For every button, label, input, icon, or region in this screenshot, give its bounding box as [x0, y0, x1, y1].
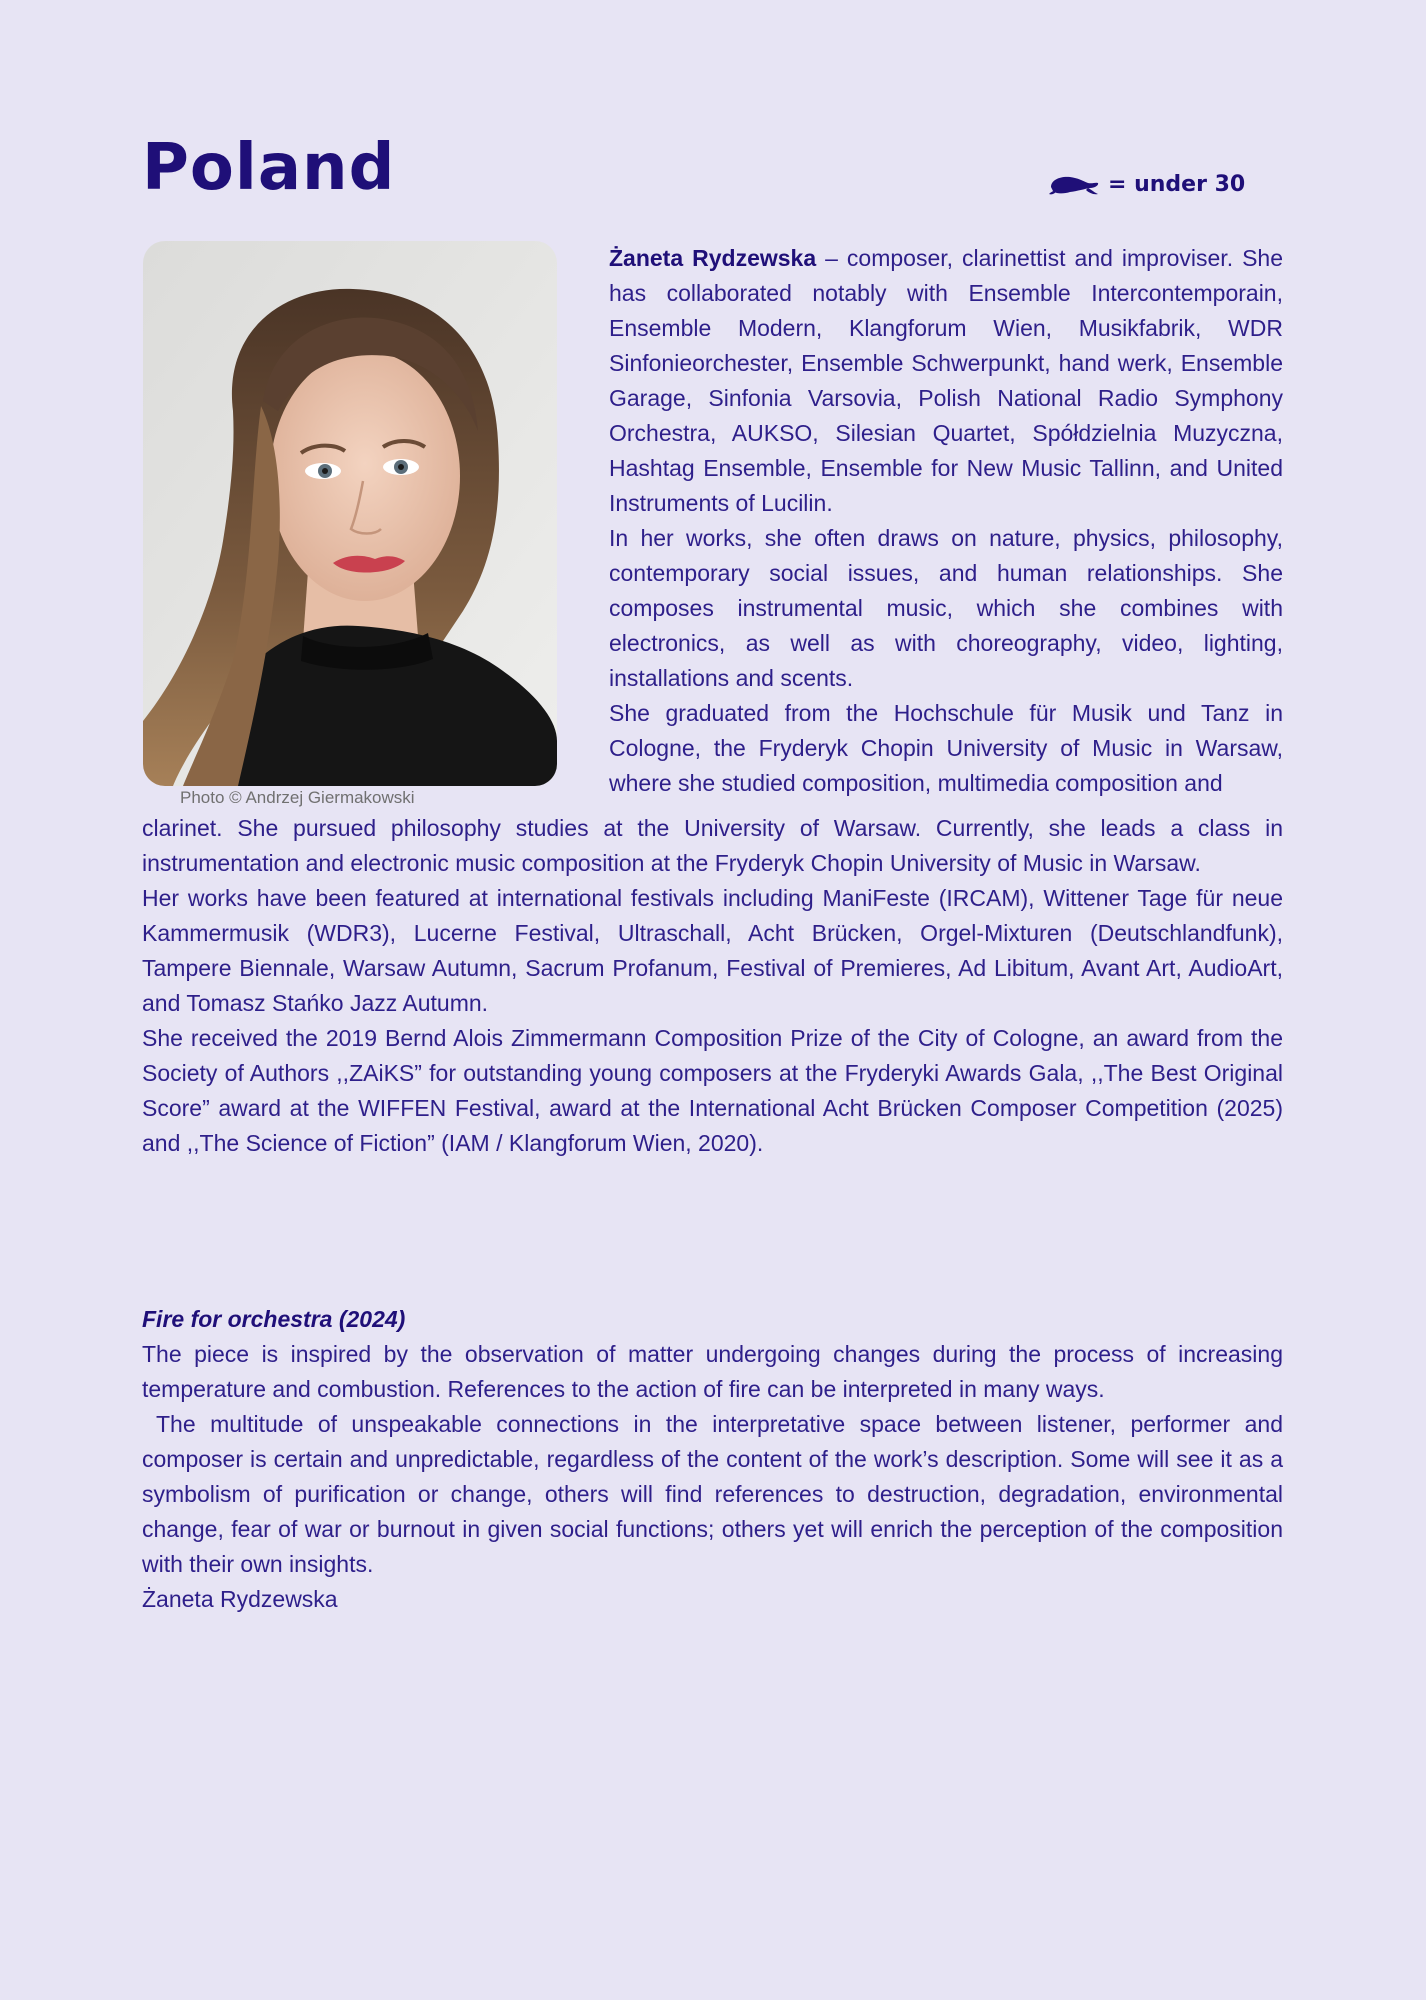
- bio-paragraph-3-end: clarinet. She pursued philosophy studies at the University of Warsaw. Currently, she leads a class in instrumentation and electronic music composition at the Fryderyk Chopin University of Music in Warsaw.: [142, 815, 1283, 876]
- bio-column-full: [142, 811, 1283, 1161]
- bio-paragraph-1: [609, 241, 1283, 521]
- composer-name: Żaneta Rydzewska: [609, 245, 817, 271]
- piece-section: [142, 1302, 1283, 1617]
- portrait-photo: [143, 241, 557, 786]
- piece-signature: Żaneta Rydzewska: [142, 1586, 338, 1612]
- bio-column-right: [609, 241, 1283, 801]
- bio-paragraph-3-start: She graduated from the Hochschule für Musik und Tanz in Cologne, the Fryderyk Chopin University of Music in Warsaw, where she studied composition, multimedia composition and: [609, 700, 1283, 796]
- page-title: Poland: [142, 131, 396, 205]
- piece-paragraph-2: The multitude of unspeakable connections in the interpretative space between listener, performer and composer is certain and unpredictable, regardless of the content of the work’s description. Some will see it as a symbolism of purification or change, others will find references to destruction, degradation, environmental change, fear of war or burnout in given social functions; others yet will enrich the perception of the composition with their own insights.: [142, 1411, 1283, 1577]
- seal-icon: [1048, 174, 1100, 196]
- bio-paragraph-5: She received the 2019 Bernd Alois Zimmermann Composition Prize of the City of Cologne, an award from the Society of Authors ,,ZAiKS” for outstanding young composers at the Fryderyki Awards Gala, ,,The Best Original Score” award at the WIFFEN Festival, award at the International Acht Brücken Composer Competition (2025) and ,,The Science of Fiction” (IAM / Klangforum Wien, 2020).: [142, 1025, 1283, 1156]
- bio-paragraph-2: In her works, she often draws on nature, physics, philosophy, contemporary social issues, and human relationships. She composes instrumental music, which she combines with electronics, as well as with choreography, video, lighting, installations and scents.: [609, 525, 1283, 691]
- under-30-legend: [1048, 172, 1245, 197]
- photo-credit: Photo © Andrzej Giermakowski: [180, 788, 415, 807]
- bio-intro: – composer, clarinettist and improviser. She has collaborated notably with Ensemble Intercontemporain, Ensemble Modern, Klangforum Wien, Musikfabrik, WDR Sinfonieorchester, Ensemble Schwerpunkt, hand werk, Ensemble Garage, Sinfonia Varsovia, Polish National Radio Symphony Orchestra, AUKSO, Silesian Quartet, Spółdzielnia Muzyczna, Hashtag Ensemble, Ensemble for New Music Tallinn, and United Instruments of Lucilin.: [609, 245, 1284, 516]
- legend-text: = under 30: [1108, 172, 1246, 197]
- piece-paragraph-1: The piece is inspired by the observation of matter undergoing changes during the process of increasing temperature and combustion. References to the action of fire can be interpreted in many ways.: [142, 1341, 1283, 1402]
- bio-paragraph-4: Her works have been featured at international festivals including ManiFeste (IRCAM), Wittener Tage für neue Kammermusik (WDR3), Lucerne Festival, Ultraschall, Acht Brücken, Orgel-Mixturen (Deutschlandfunk), Tampere Biennale, Warsaw Autumn, Sacrum Profanum, Festival of Premieres, Ad Libitum, Avant Art, AudioArt, and Tomasz Stańko Jazz Autumn.: [142, 885, 1283, 1016]
- piece-title: Fire for orchestra (2024): [142, 1306, 406, 1332]
